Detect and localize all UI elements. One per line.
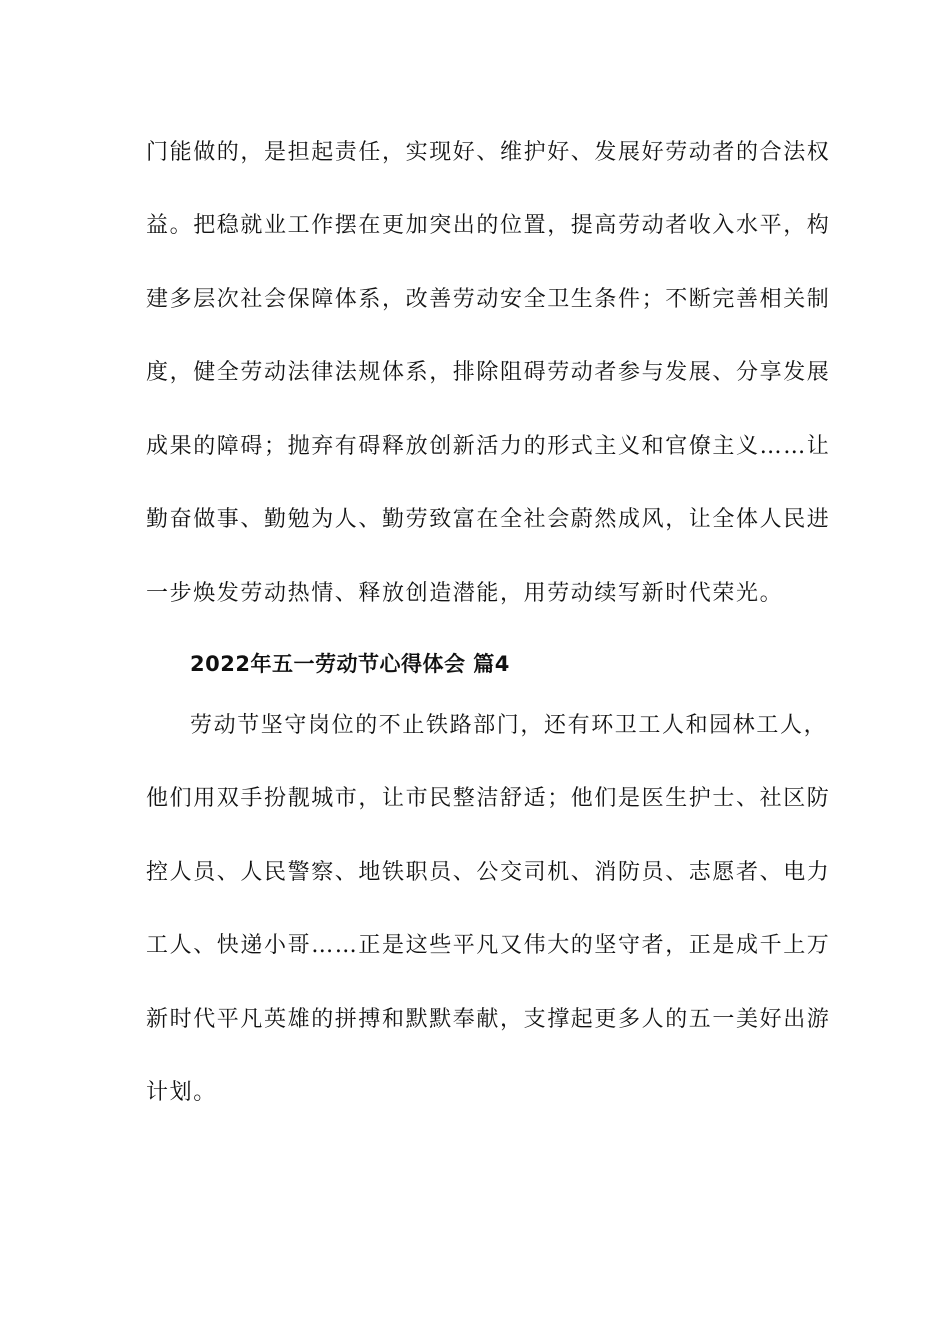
paragraph-1-line-6: 勤奋做事、勤勉为人、勤劳致富在全社会蔚然成风，让全体人民进 [146, 507, 831, 532]
paragraph-2-line-4: 工人、快递小哥……正是这些平凡又伟大的坚守者，正是成千上万 [146, 933, 831, 958]
paragraph-1-line-3: 建多层次社会保障体系，改善劳动安全卫生条件；不断完善相关制 [146, 287, 831, 312]
section-heading: 2022年五一劳动节心得体会 篇4 [190, 652, 510, 676]
paragraph-1-line-7: 一步焕发劳动热情、释放创造潜能，用劳动续写新时代荣光。 [146, 581, 784, 606]
paragraph-2-line-6: 计划。 [146, 1080, 217, 1105]
paragraph-1-line-4: 度，健全劳动法律法规体系，排除阻碍劳动者参与发展、分享发展 [146, 360, 831, 385]
paragraph-1-line-1: 门能做的，是担起责任，实现好、维护好、发展好劳动者的合法权 [146, 140, 831, 165]
paragraph-2-line-2: 他们用双手扮靓城市，让市民整洁舒适；他们是医生护士、社区防 [146, 786, 831, 811]
paragraph-2-line-3: 控人员、人民警察、地铁职员、公交司机、消防员、志愿者、电力 [146, 860, 831, 885]
paragraph-2-line-1: 劳动节坚守岗位的不止铁路部门，还有环卫工人和园林工人， [190, 713, 828, 738]
paragraph-2-line-5: 新时代平凡英雄的拼搏和默默奉献，支撑起更多人的五一美好出游 [146, 1007, 831, 1032]
paragraph-1-line-5: 成果的障碍；抛弃有碍释放创新活力的形式主义和官僚主义……让 [146, 434, 831, 459]
paragraph-1-line-2: 益。把稳就业工作摆在更加突出的位置，提高劳动者收入水平，构 [146, 213, 831, 238]
